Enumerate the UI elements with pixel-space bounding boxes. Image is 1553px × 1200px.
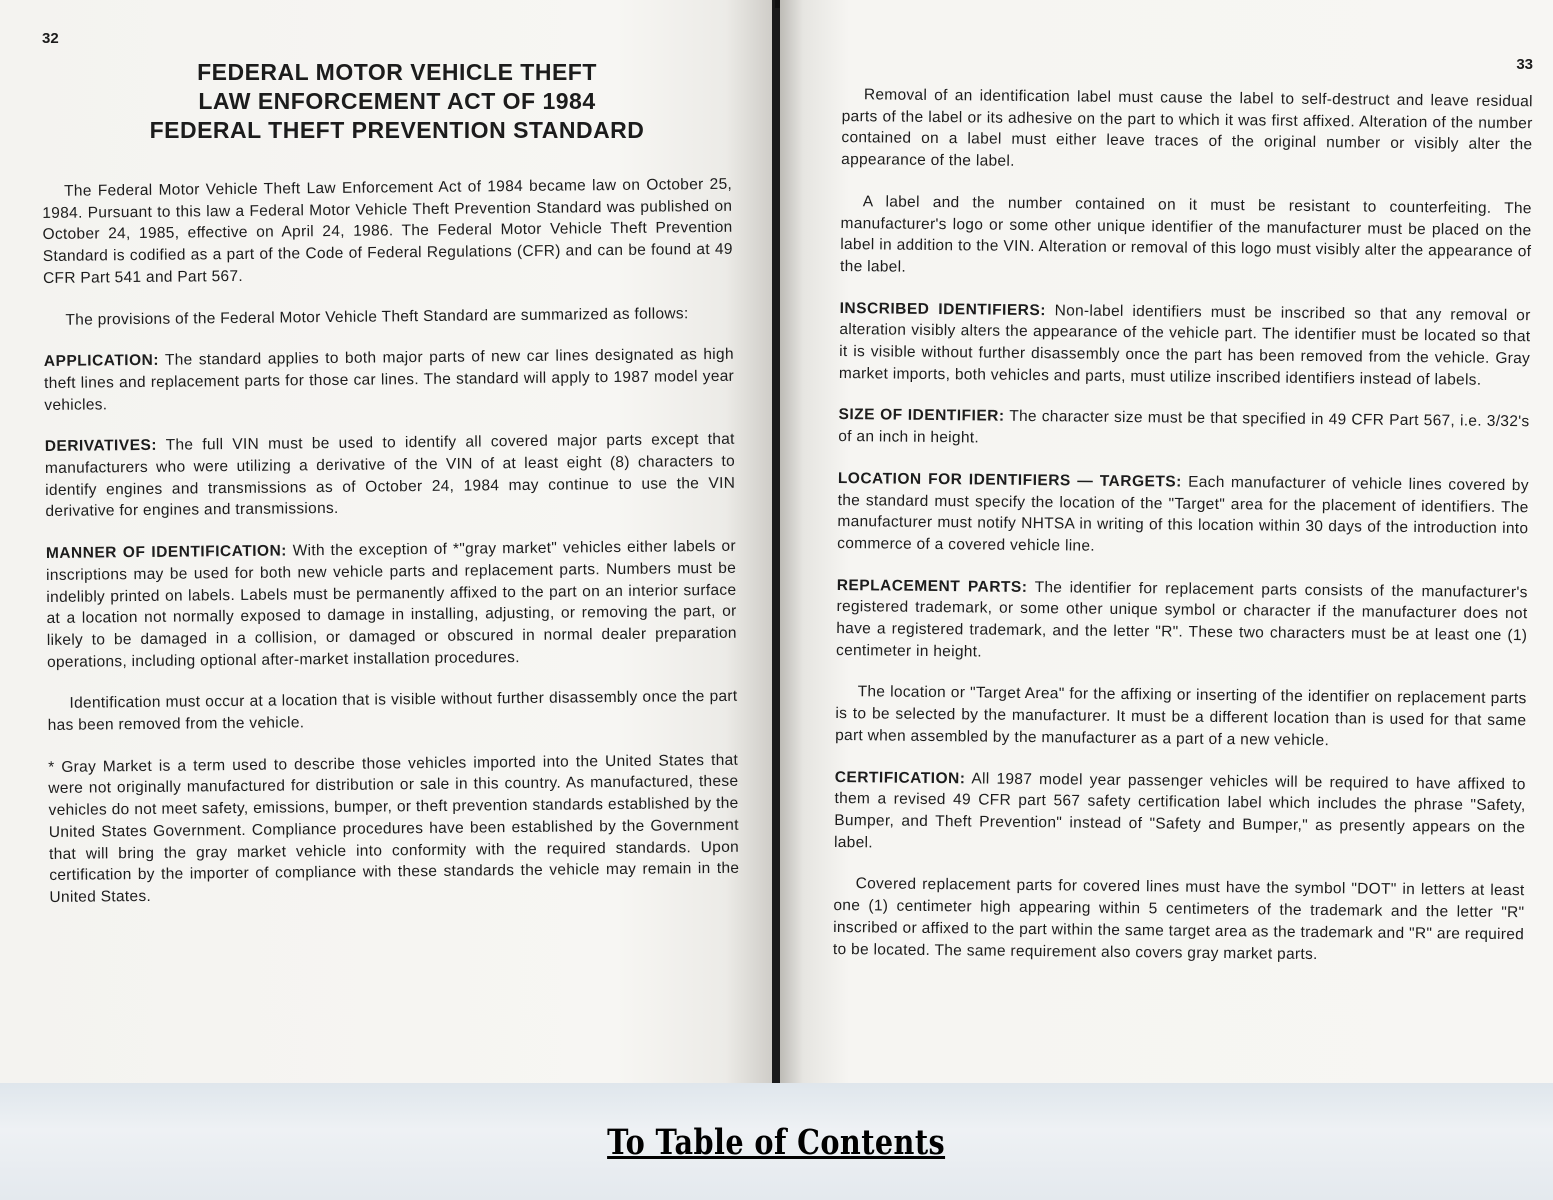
left-page xyxy=(0,0,772,1083)
paragraph-text: The standard applies to both major parts of new car lines designated as high theft lines and replacement parts for those car lines. The standard will apply to 1987 model year vehicles. xyxy=(44,345,735,414)
paragraph xyxy=(839,298,1531,392)
right-page xyxy=(780,0,1553,1083)
paragraph xyxy=(42,174,733,290)
paragraph-text: Covered replacement parts for covered lines must have the symbol "DOT" in letters at least one (1) centimeter high appearing within 5 centimeters of the trademark and the letter "R" inscribed or affixed to the part within the same target area as the trademark and "R" are required to be located. The same requirement also covers gray market parts. xyxy=(832,875,1525,963)
paragraph-text: The character size must be that specified in 49 CFR Part 567, i.e. 3/32's of an inch in height. xyxy=(838,408,1530,447)
paragraph-text: All 1987 model year passenger vehicles will be required to have affixed to them a revised 49 CFR part 567 safety certification label which includes the phrase "Safety, Bumper, and Theft Prevention" instead of "Safety and Bumper," as presently appears on the label. xyxy=(833,769,1526,852)
paragraph-text: The location or "Target Area" for the affixing or inserting of the identifier on replacement parts is to be selected by the manufacturer. It must be a different location than is used for that same part when assembled by the manufacturer as a part of a new vehicle. xyxy=(835,683,1527,750)
title-line: FEDERAL MOTOR VEHICLE THEFT xyxy=(197,59,597,85)
paragraph-text: The Federal Motor Vehicle Theft Law Enforcement Act of 1984 became law on October 25, 1984. Pursuant to this law a Federal Motor Vehicle Theft Prevention Standard was published on October 24, 1985, effective on April 24, 1986. The Federal Motor Vehicle Theft Prevention Standard is codified as a part of the Code of Federal Regulations (CFR) and can be found at 49 CFR Part 541 and Part 567. xyxy=(42,175,733,287)
paragraph xyxy=(44,344,735,416)
page-number-left: 32 xyxy=(42,30,59,47)
paragraph xyxy=(47,686,737,737)
left-body xyxy=(42,174,740,909)
paragraph-heading: CERTIFICATION: xyxy=(834,768,966,787)
paragraph xyxy=(833,873,1525,967)
footnote xyxy=(48,750,740,909)
paragraph-text: Non-label identifiers must be inscribed so that any removal or alteration visibly alters the appearance of the vehicle part. The identifier must be located so that it is visible without further disassembly once the part has been removed from the vehicle. Gray market imports, both vehicles and parts, must utilize inscribed identifiers instead of labels. xyxy=(838,301,1531,389)
page-title xyxy=(62,58,732,145)
paragraph xyxy=(43,302,733,331)
paragraph-text: Removal of an identification label must cause the label to self-destruct and leave residual parts of the label or its adhesive on the part to which it was first affixed. Alteration of the number contained on a label must either leave traces of the original number or visibly alter the appearance of the label. xyxy=(841,86,1533,170)
paragraph xyxy=(841,84,1533,178)
paragraph xyxy=(45,429,736,523)
paragraph-text: A label and the number contained on it must be resistant to counterfeiting. The manufacturer's logo or some other unique identifier of the manufacturer must be placed on the label in addition to the VIN. Alteration or removal of this logo must visibly alter the appearance of the label. xyxy=(840,193,1532,276)
paragraph-heading: REPLACEMENT PARTS: xyxy=(836,576,1028,596)
paragraph-text: The full VIN must be used to identify all covered major parts except that manufacturers who were utilizing a derivative of the VIN of at least eight (8) characters to identify engines and transmissions as of October 24, 1984 may continue to use the VIN derivative for engines and transmissions. xyxy=(44,431,736,521)
paragraph-heading: SIZE OF IDENTIFIER: xyxy=(838,406,1005,426)
paragraph-text: With the exception of *"gray market" vehicles either labels or inscriptions may be used for both new vehicle parts and replacement parts. Numbers must be indelibly printed on labels. Labels must be permanently affixed to the part on an interior surface at a location not normally exposed to damage in installing, adjusting, or removing the part, or likely to be damaged in a collision, or damaged or obscured in normal dealer preparation operations, including optional after-market installation procedures. xyxy=(46,537,737,671)
paragraph-heading: INSCRIBED IDENTIFIERS: xyxy=(839,299,1047,319)
paragraph-text: Identification must occur at a location that is visible without further disassembly once the part has been removed from the vehicle. xyxy=(47,688,738,735)
paragraph-text: The provisions of the Federal Motor Vehicle Theft Standard are summarized as follows: xyxy=(65,304,689,329)
paragraph xyxy=(835,681,1527,753)
paragraph-heading: LOCATION FOR IDENTIFIERS — TARGETS: xyxy=(837,469,1182,491)
paragraph-text: * Gray Market is a term used to describe those vehicles imported into the United States that were not originally manufactured for distribution or sale in this country. As manufactured, these vehicles do not meet safety, emissions, bumper, or theft prevention standards established by the United States Government. Compliance procedures have been established by the Government that will bring the gray market vehicle into conformity with the required standards. Upon certification by the importer of compliance with these standards the vehicle may remain in the United States. xyxy=(48,751,740,906)
title-line: FEDERAL THEFT PREVENTION STANDARD xyxy=(149,117,645,143)
right-body xyxy=(833,84,1533,967)
title-line: LAW ENFORCEMENT ACT OF 1984 xyxy=(198,88,596,114)
paragraph-heading: APPLICATION: xyxy=(43,352,160,371)
paragraph-text: The identifier for replacement parts consists of the manufacturer's registered trademark, or some other unique symbol or character if the manufacturer does not have a registered trademark, and the letter "R". These two characters must be at least one (1) centimeter in height. xyxy=(835,578,1528,661)
paragraph xyxy=(837,468,1529,562)
paragraph xyxy=(836,575,1528,669)
paragraph-text: Each manufacturer of vehicle lines covered by the standard must specify the location of the "Target" area for the placement of identifiers. The manufacturer must notify NHTSA in writing of this location within 30 days of the introduction into commerce of a covered vehicle line. xyxy=(837,473,1529,555)
paragraph xyxy=(838,404,1529,455)
paragraph-heading: DERIVATIVES: xyxy=(44,437,158,456)
paragraph xyxy=(46,536,737,673)
table-of-contents-link[interactable]: To Table of Contents xyxy=(607,1122,946,1163)
paragraph xyxy=(840,191,1532,285)
toc-link-container xyxy=(0,1122,1553,1163)
paragraph xyxy=(834,767,1526,861)
paragraph-heading: MANNER OF IDENTIFICATION: xyxy=(45,542,287,563)
page-number-right: 33 xyxy=(1516,56,1533,73)
